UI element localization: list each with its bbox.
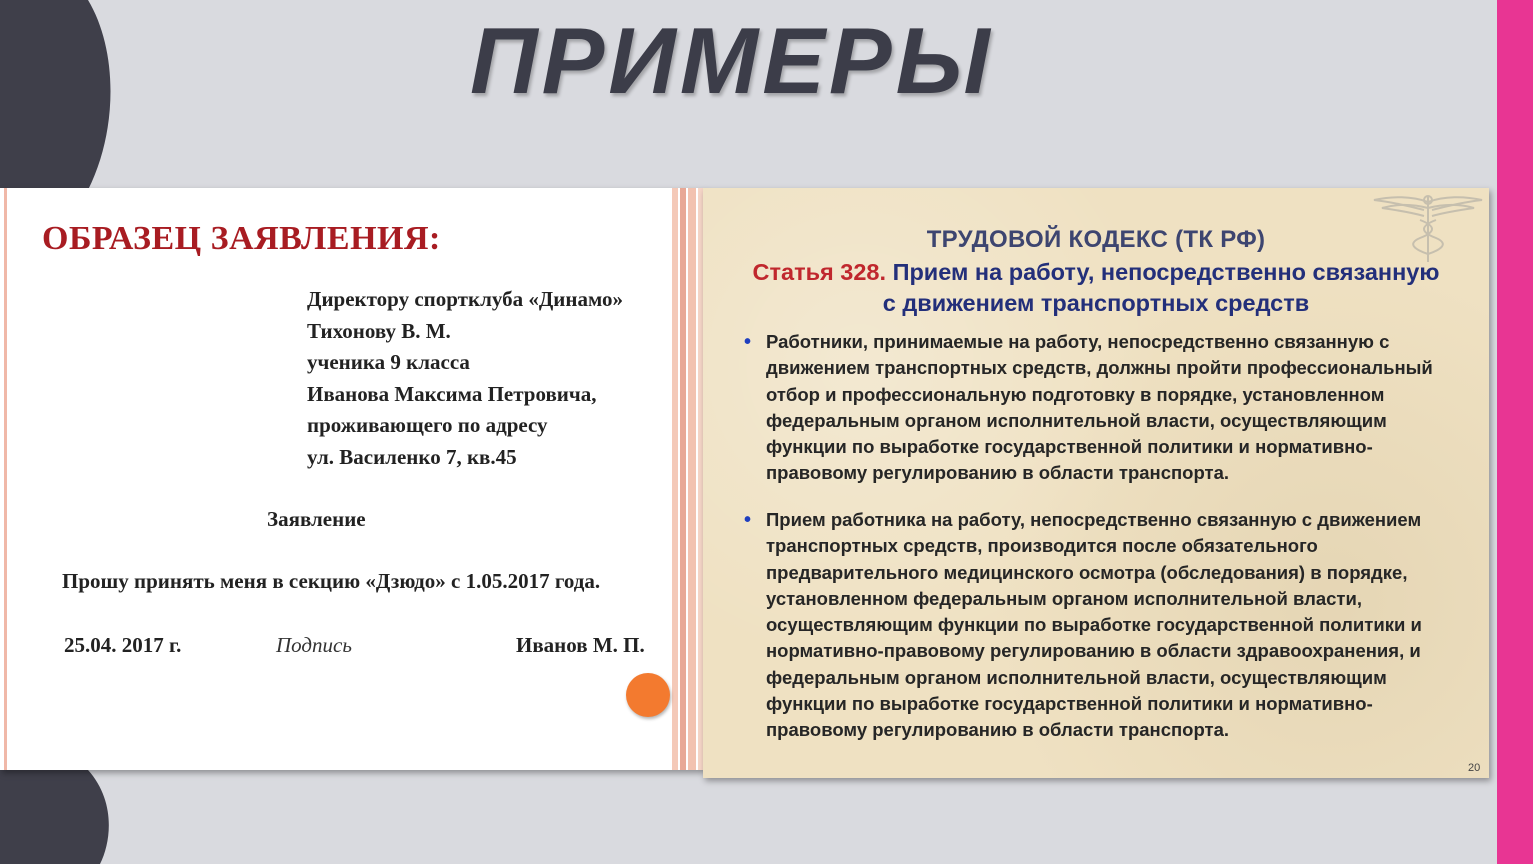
- orange-dot-decoration: [626, 673, 670, 717]
- article-heading: [703, 257, 1489, 319]
- addressee-block: [307, 284, 623, 473]
- application-sample-panel: [0, 188, 704, 770]
- panel-right-stripes: [672, 188, 704, 770]
- request-text: Прошу принять меня в секцию «Дзюдо» с 1.05.2017 года.: [62, 569, 601, 593]
- article-number: Статья 328.: [752, 259, 887, 285]
- application-date: 25.04. 2017 г.: [64, 633, 182, 657]
- list-item: [744, 507, 1466, 744]
- bullet-icon: •: [744, 509, 752, 531]
- addressee-line: Тихонову В. М.: [307, 318, 451, 343]
- article-title-line-2: с движением транспортных средств: [882, 290, 1310, 316]
- addressee-line: ученика 9 класса: [307, 350, 470, 374]
- signer-name: Иванов М. П.: [516, 633, 645, 657]
- slide-title: ПРИМЕРЫ: [470, 8, 994, 113]
- addressee-line: Иванова Максима Петровича,: [307, 381, 597, 406]
- bullet-text: Работники, принимаемые на работу, непосредственно связанную с движением транспортных средств, должны пройти профессиональный отбор и профессиональную подготовку в порядке, установленном федеральным органом исполнительной власти, осуществляющим функции по выработке государственной политики и нормативно-правовому регулированию в области транспорта.: [766, 331, 1433, 484]
- sample-heading: ОБРАЗЕЦ ЗАЯВЛЕНИЯ:: [42, 220, 441, 257]
- article-heading-line-1: [703, 257, 1489, 288]
- addressee-line: проживающего по адресу: [307, 413, 548, 437]
- labor-code-title: ТРУДОВОЙ КОДЕКС (ТК РФ): [926, 226, 1266, 253]
- addressee-line: Директору спортклуба «Динамо»: [307, 287, 624, 311]
- document-title: Заявление: [267, 507, 366, 531]
- right-accent-strip: [1497, 0, 1533, 864]
- signature-label: Подпись: [276, 633, 352, 657]
- list-item: [744, 329, 1466, 487]
- bullet-text: Прием работника на работу, непосредственно связанную с движением транспортных средств, производится после обязательного предварительного медицинского осмотра (обследования) в порядке, установленном федеральным органом исполнительной власти, осуществляющим функции по выработке государственной политики и нормативно-правовому регулированию в области здравоохранения, и федеральным органом исполнительной власти, осуществляющим функции по выработке государственной политики и нормативно-правовому регулированию в области транспорта.: [766, 509, 1422, 741]
- panel-left-edge: [4, 188, 7, 770]
- article-title-line-1: Прием на работу, непосредственно связанную: [892, 259, 1440, 285]
- addressee-line: ул. Василенко 7, кв.45: [307, 444, 517, 469]
- bullet-icon: •: [744, 331, 752, 353]
- page-number: 20: [1468, 762, 1481, 774]
